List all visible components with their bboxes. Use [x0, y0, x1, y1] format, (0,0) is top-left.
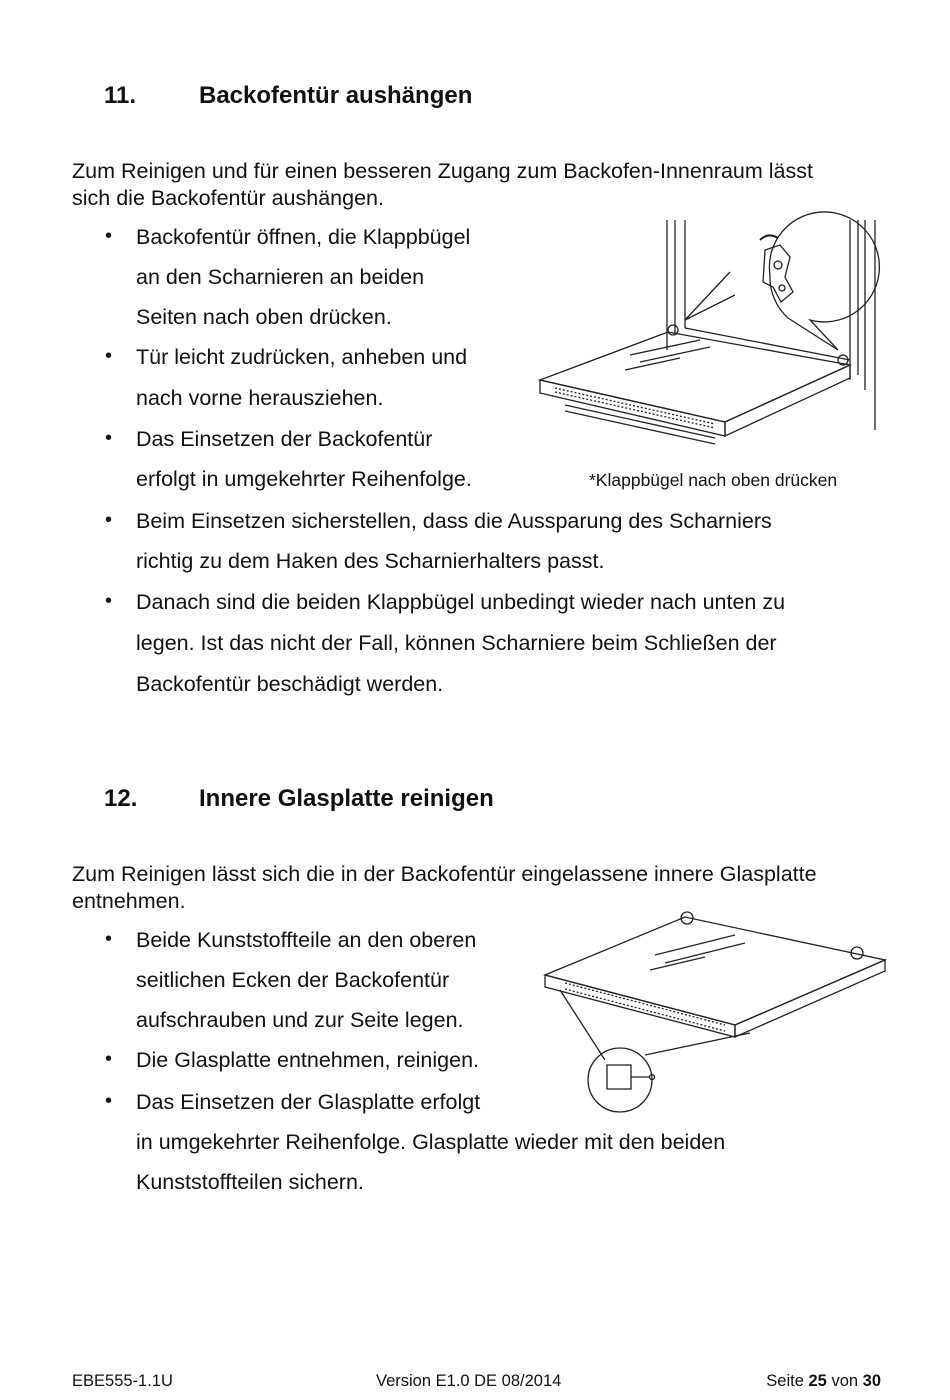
footer-model: EBE555-1.1U [72, 1372, 173, 1390]
bullet-glyph: • [105, 928, 113, 950]
s12-b1-line-2: seitlichen Ecken der Backofentür [136, 968, 450, 992]
s11-b4-line-1: Beim Einsetzen sicherstellen, dass die Aussparung des Scharniers [136, 509, 772, 533]
section-12-title: Innere Glasplatte reinigen [199, 785, 494, 812]
s12-b3-line-1: Das Einsetzen der Glasplatte erfolgt [136, 1090, 481, 1114]
s12-b3-line-2: in umgekehrter Reihenfolge. Glasplatte wieder mit den beiden [136, 1130, 726, 1154]
section-12-intro-line-2: entnehmen. [72, 889, 186, 913]
s11-b1-line-1: Backofentür öffnen, die Klappbügel [136, 225, 471, 249]
bullet-glyph: • [105, 345, 113, 367]
bullet-glyph: • [105, 225, 113, 247]
footer-page-prefix: Seite [766, 1372, 804, 1390]
section-11-intro-line-1: Zum Reinigen und für einen besseren Zugang zum Backofen-Innenraum lässt [72, 159, 813, 183]
s11-b5-line-2: legen. Ist das nicht der Fall, können Scharniere beim Schließen der [136, 631, 777, 655]
s11-b5-line-3: Backofentür beschädigt werden. [136, 672, 444, 696]
s11-b2-line-2: nach vorne herausziehen. [136, 386, 384, 410]
footer-page-mid: von [831, 1372, 859, 1390]
section-11-number: 11. [104, 82, 137, 109]
s12-b3-line-3: Kunststoffteilen sichern. [136, 1170, 364, 1194]
section-11-intro-line-2: sich die Backofentür aushängen. [72, 186, 384, 210]
s11-b1-line-3: Seiten nach oben drücken. [136, 305, 392, 329]
section-12-intro-line-1: Zum Reinigen lässt sich die in der Backofentür eingelassene innere Glasplatte [72, 862, 817, 886]
figure-caption: *Klappbügel nach oben drücken [589, 470, 838, 490]
s11-b1-line-2: an den Scharnieren an beiden [136, 265, 425, 289]
bullet-glyph: • [105, 427, 113, 449]
section-12-number: 12. [104, 785, 138, 812]
section-11-title: Backofentür aushängen [199, 82, 473, 109]
oven-door-hinge-illustration [520, 200, 890, 445]
s11-b3-line-2: erfolgt in umgekehrter Reihenfolge. [136, 467, 472, 491]
s12-b1-line-3: aufschrauben und zur Seite legen. [136, 1008, 464, 1032]
footer-version: Version E1.0 DE 08/2014 [376, 1372, 562, 1390]
bullet-glyph: • [105, 1090, 113, 1112]
s11-b3-line-1: Das Einsetzen der Backofentür [136, 427, 433, 451]
footer-page-number [766, 1372, 881, 1391]
footer-page-total: 30 [862, 1372, 881, 1390]
s12-b2-line-1: Die Glasplatte entnehmen, reinigen. [136, 1048, 480, 1072]
s11-b5-line-1: Danach sind die beiden Klappbügel unbedingt wieder nach unten zu [136, 590, 786, 614]
s11-b4-line-2: richtig zu dem Haken des Scharnierhalters passt. [136, 549, 605, 573]
bullet-glyph: • [105, 1048, 113, 1070]
s11-b2-line-1: Tür leicht zudrücken, anheben und [136, 345, 468, 369]
footer-page-current: 25 [808, 1372, 827, 1390]
s12-b1-line-1: Beide Kunststoffteile an den oberen [136, 928, 477, 952]
bullet-glyph: • [105, 509, 113, 531]
bullet-glyph: • [105, 590, 113, 612]
glass-panel-clip-illustration [535, 905, 895, 1120]
